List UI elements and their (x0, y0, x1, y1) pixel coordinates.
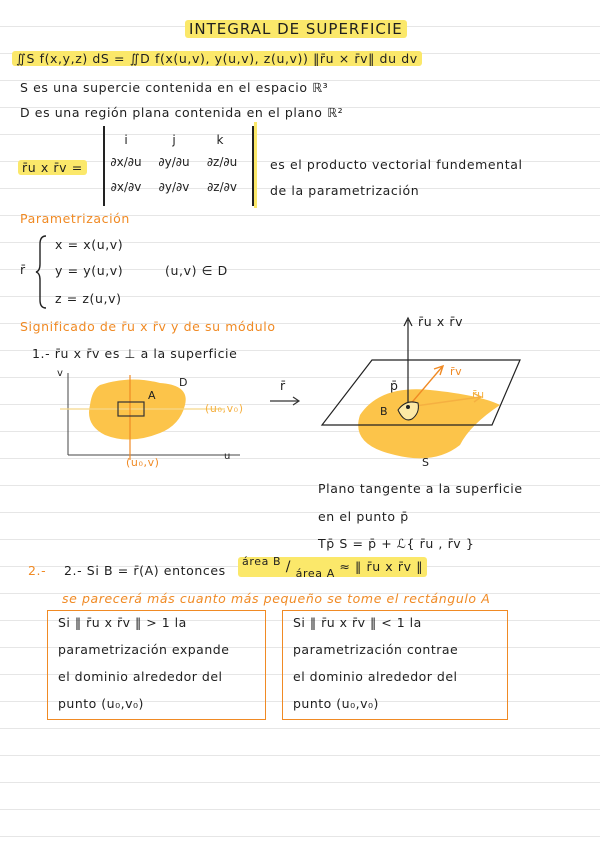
area-a-label: área A (295, 567, 335, 580)
region-d-label: D (179, 376, 189, 389)
surface-integral-formula: ∬S f(x,y,z) dS = ∬D f(x(u,v), y(u,v), z(u,v)) ‖r̄u × r̄v‖ du dv (12, 51, 422, 66)
param-domain: (u,v) ∈ D (165, 263, 228, 278)
tangent-plane-formula: Tp̄ S = p̄ + ℒ{ r̄u , r̄v } (318, 536, 475, 551)
box-expand-line-2: parametrización expande (58, 642, 230, 657)
point-2-number: 2.- (28, 563, 47, 578)
param-y: y = y(u,v) (55, 263, 124, 278)
tangent-plane-text-1: Plano tangente a la superficie (318, 481, 523, 496)
matrix-k: k (216, 133, 224, 147)
cross-product-description-1: es el producto vectorial fundemental (270, 157, 523, 172)
tangent-plane-text-2: en el punto p̄ (318, 509, 409, 524)
matrix-dydu: ∂y/∂u (158, 155, 190, 169)
cross-product-description-2: de la parametrización (270, 183, 420, 198)
matrix-dxdv: ∂x/∂v (110, 180, 142, 194)
ru-label: r̄u (472, 388, 485, 401)
param-r: r̄ (20, 262, 26, 277)
u0v-label: (u₀,v) (126, 456, 160, 469)
matrix-i: i (124, 133, 128, 147)
box-contract-line-1: Si ‖ r̄u x r̄v ‖ < 1 la (293, 615, 422, 630)
rect-a-label: A (148, 389, 157, 402)
s-label: S (422, 456, 430, 469)
p-label: p̄ (390, 378, 399, 393)
matrix-dydv: ∂y/∂v (158, 180, 190, 194)
box-expand-line-3: el dominio alrededor del (58, 669, 223, 684)
matrix-dzdu: ∂z/∂u (206, 155, 238, 169)
matrix-right-bar (254, 122, 257, 208)
u0v0-label: (u₀,v₀) (205, 402, 244, 415)
box-expand (47, 610, 266, 720)
approximation-note: se parecerá más cuanto más pequeño se tome el rectángulo A (62, 591, 491, 606)
box-contract-line-4: punto (u₀,v₀) (293, 696, 379, 711)
box-expand-line-1: Si ‖ r̄u x r̄v ‖ > 1 la (58, 615, 187, 630)
matrix-right-bar-dark (252, 126, 254, 206)
box-contract-line-2: parametrización contrae (293, 642, 459, 657)
param-x: x = x(u,v) (55, 237, 124, 252)
axis-u-label: u (224, 451, 231, 462)
param-z: z = z(u,v) (55, 291, 122, 306)
matrix-j: j (172, 133, 176, 147)
map-r-label: r̄ (280, 378, 286, 393)
area-b-label: área B (242, 555, 282, 568)
normal-vector-label: r̄u x r̄v (418, 314, 464, 329)
box-contract (282, 610, 508, 720)
cross-product-label: r̄u x r̄v = (18, 160, 87, 175)
b-label: B (380, 405, 389, 418)
box-contract-line-3: el dominio alrededor del (293, 669, 458, 684)
surface-diagram (320, 315, 550, 475)
point-1: 1.- r̄u x r̄v es ⊥ a la superficie (32, 346, 238, 361)
parametrization-heading: Parametrización (20, 211, 130, 226)
definition-d: D es una región plana contenida en el plano ℝ² (20, 105, 344, 120)
axis-v-label: v (57, 368, 64, 379)
definition-s: S es una supercie contenida en el espacio ℝ³ (20, 80, 329, 95)
matrix-dxdu: ∂x/∂u (110, 155, 142, 169)
page-title: INTEGRAL DE SUPERFICIE (185, 20, 407, 38)
box-expand-line-4: punto (u₀,v₀) (58, 696, 144, 711)
meaning-heading: Significado de r̄u x r̄v y de su módulo (20, 319, 276, 334)
area-approx: ≈ ‖ r̄u x r̄v ‖ (339, 559, 424, 574)
rv-label: r̄v (450, 365, 463, 378)
area-ratio: área B / área A ≈ ‖ r̄u x r̄v ‖ (238, 557, 427, 577)
map-arrow (268, 395, 302, 407)
param-brace (34, 234, 50, 310)
matrix-dzdv: ∂z/∂v (207, 180, 237, 194)
point-2-text: 2.- Si B = r̄(A) entonces (64, 563, 226, 578)
